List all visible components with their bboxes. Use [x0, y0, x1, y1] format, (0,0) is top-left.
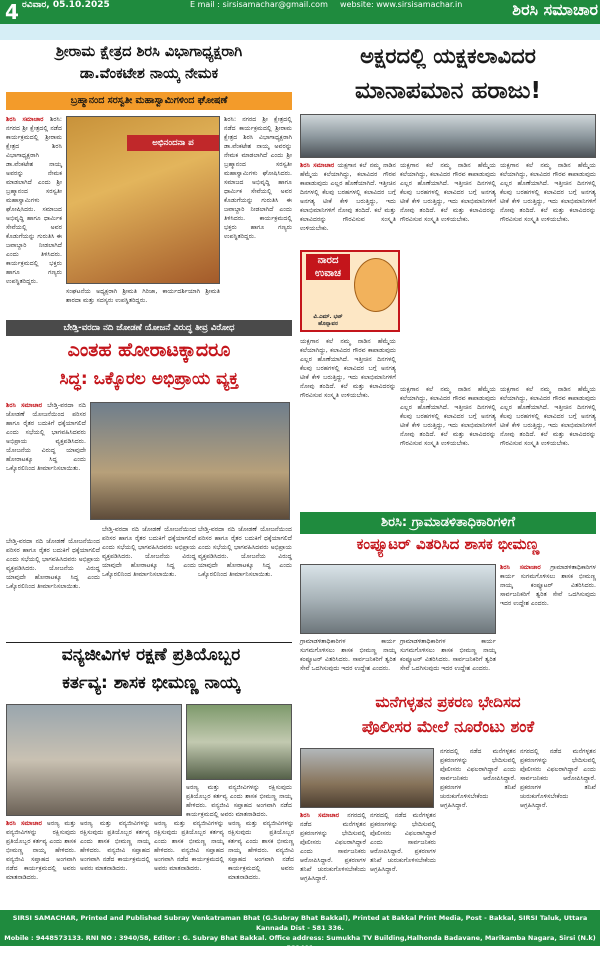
story2-headline-2: ಮಾನಾಪಮಾನ ಹರಾಜು!	[355, 78, 541, 104]
story3-text-col2: ಬೇಡ್ತಿ-ವರದಾ ನದಿ ಜೋಡಣೆ ಯೋಜನೆಯಿಂದ ಪರಿಸರ ಹಾಗೂ ರೈತರ ಬದುಕಿಗೆ ಧಕ್ಕೆಯಾಗಲಿದೆ ಎಂದು ಸಭೆಯಲ್ಲಿ ಭಾಗವಹಿಸಿದವರು ಅಭಿಪ್ರಾಯ ವ್ಯಕ್ತಪಡಿಸಿದರು. ಯೋಜನೆಯ ವಿರುದ್ಧ ಯಾವುದೇ ಹೋರಾಟಕ್ಕೂ ಸಿದ್ಧ ಎಂದು ಒಕ್ಕೊರಲಿನಿಂದ ತೀರ್ಮಾನಿಸಲಾಯಿತು.	[6, 538, 100, 590]
story5-text-col1	[6, 820, 76, 906]
story2-headline-1: ಅಕ್ಷರದಲ್ಲಿ ಯಕ್ಷಕಲಾವಿದರ	[360, 44, 536, 68]
story6-text-col1	[300, 812, 366, 906]
story3-byline: ಶಿರಸಿ ಸಮಾಚಾರ	[6, 402, 43, 409]
story4-headline-2: ಕಂಪ್ಯೂಟರ್ ವಿತರಿಸಿದ ಶಾಸಕ ಭೀಮಣ್ಣ	[356, 535, 540, 553]
story6-headline-2: ಪೊಲೀಸರ ಮೇಲೆ ನೂರೆಂಟು ಶಂಕೆ	[361, 717, 535, 736]
story1-headline-2: ಡಾ.ವೆಂಕಟೇಶ ನಾಯ್ಕ ನೇಮಕ	[79, 66, 219, 82]
story5-caption: ಅರಣ್ಯ ಮತ್ತು ವನ್ಯಜೀವಿಗಳನ್ನು ರಕ್ಷಿಸುವುದು ಪ್ರತಿಯೊಬ್ಬರ ಕರ್ತವ್ಯ ಎಂದು ಶಾಸಕ ಭೀಮಣ್ಣ ನಾಯ್ಕ ಹೇಳಿದರು. ವನ್ಯಜೀವಿ ಸಪ್ತಾಹದ ಅಂಗವಾಗಿ ನಡೆದ ಕಾರ್ಯಕ್ರಮದಲ್ಲಿ ಅವರು ಮಾತನಾಡಿದರು.	[186, 784, 292, 818]
story4-body: ಗ್ರಾಮಾಡಳಿತಾಧಿಕಾರಿಗಳ ಕಾರ್ಯ ಸುಗಮಗೊಳಿಸಲು ಶಾಸಕ ಭೀಮಣ್ಣ ನಾಯ್ಕ ಕಂಪ್ಯೂಟರ್ ವಿತರಿಸಿದರು. ಸಾರ್ವಜನಿಕರಿಗೆ ತ್ವರಿತ ಸೇವೆ ಒದಗಿಸುವುದು ಇದರ ಉದ್ದೇಶ ಎಂದರು.	[500, 564, 596, 607]
story4-text-col3: ಗ್ರಾಮಾಡಳಿತಾಧಿಕಾರಿಗಳ ಕಾರ್ಯ ಸುಗಮಗೊಳಿಸಲು ಶಾಸಕ ಭೀಮಣ್ಣ ನಾಯ್ಕ ಕಂಪ್ಯೂಟರ್ ವಿತರಿಸಿದರು. ಸಾರ್ವಜನಿಕರಿಗೆ ತ್ವರಿತ ಸೇವೆ ಒದಗಿಸುವುದು ಇದರ ಉದ್ದೇಶ ಎಂದರು.	[400, 638, 496, 672]
story2-text-col6: ಯಕ್ಷಗಾನ ಕಲೆ ನಮ್ಮ ನಾಡಿನ ಹೆಮ್ಮೆಯ ಕಲೆಯಾಗಿದ್ದು, ಕಲಾವಿದರ ಗೌರವ ಕಾಪಾಡುವುದು ಎಲ್ಲರ ಹೊಣೆಯಾಗಿದೆ. ಇತ್ತೀಚಿನ ದಿನಗಳಲ್ಲಿ ಕೆಲವು ಬರಹಗಳಲ್ಲಿ ಕಲಾವಿದರ ಬಗ್ಗೆ ಅನಗತ್ಯ ಟೀಕೆ ಕೇಳಿ ಬರುತ್ತಿದ್ದು, ಇದು ಕಲಾಭಿಮಾನಿಗಳಿಗೆ ನೋವು ತಂದಿದೆ. ಕಲೆ ಮತ್ತು ಕಲಾವಿದರನ್ನು ಗೌರವಿಸುವ ಸಂಸ್ಕೃತಿ ಉಳಿಯಬೇಕು.	[500, 386, 596, 447]
story1-headline-1: ಶ್ರೀರಾಮ ಕ್ಷೇತ್ರದ ಶಿರಸಿ ವಿಭಾಗಾಧ್ಯಕ್ಷರಾಗಿ	[55, 44, 243, 60]
story3-photo	[90, 402, 290, 520]
story1-byline: ಶಿರಸಿ ಸಮಾಚಾರ	[6, 116, 44, 123]
story5-body: ಅರಣ್ಯ ಮತ್ತು ವನ್ಯಜೀವಿಗಳನ್ನು ರಕ್ಷಿಸುವುದು ಪ್ರತಿಯೊಬ್ಬರ ಕರ್ತವ್ಯ ಎಂದು ಶಾಸಕ ಭೀಮಣ್ಣ ನಾಯ್ಕ ಹೇಳಿದರು. ವನ್ಯಜೀವಿ ಸಪ್ತಾಹದ ಅಂಗವಾಗಿ ನಡೆದ ಕಾರ್ಯಕ್ರಮದಲ್ಲಿ ಅವರು ಮಾತನಾಡಿದರು.	[6, 820, 76, 881]
story3-headline-1: ಎಂತಹ ಹೋರಾಟಕ್ಕಾದರೂ	[67, 339, 231, 361]
story3-body: ಬೇಡ್ತಿ-ವರದಾ ನದಿ ಜೋಡಣೆ ಯೋಜನೆಯಿಂದ ಪರಿಸರ ಹಾಗೂ ರೈತರ ಬದುಕಿಗೆ ಧಕ್ಕೆಯಾಗಲಿದೆ ಎಂದು ಸಭೆಯಲ್ಲಿ ಭಾಗವಹಿಸಿದವರು ಅಭಿಪ್ರಾಯ ವ್ಯಕ್ತಪಡಿಸಿದರು. ಯೋಜನೆಯ ವಿರುದ್ಧ ಯಾವುದೇ ಹೋರಾಟಕ್ಕೂ ಸಿದ್ಧ ಎಂದು ಒಕ್ಕೊರಲಿನಿಂದ ತೀರ್ಮಾನಿಸಲಾಯಿತು.	[6, 402, 86, 472]
page-header	[0, 0, 600, 40]
story5-photo-1	[6, 704, 182, 816]
column-title-2: ಉವಾಚ	[314, 268, 342, 279]
story4-headline-1: ಶಿರಸಿ: ಗ್ರಾಮಾಡಳಿತಾಧಿಕಾರಿಗಳಿಗೆ	[300, 512, 596, 534]
story2-text-col4: ಯಕ್ಷಗಾನ ಕಲೆ ನಮ್ಮ ನಾಡಿನ ಹೆಮ್ಮೆಯ ಕಲೆಯಾಗಿದ್ದು, ಕಲಾವಿದರ ಗೌರವ ಕಾಪಾಡುವುದು ಎಲ್ಲರ ಹೊಣೆಯಾಗಿದೆ. ಇತ್ತೀಚಿನ ದಿನಗಳಲ್ಲಿ ಕೆಲವು ಬರಹಗಳಲ್ಲಿ ಕಲಾವಿದರ ಬಗ್ಗೆ ಅನಗತ್ಯ ಟೀಕೆ ಕೇಳಿ ಬರುತ್ತಿದ್ದು, ಇದು ಕಲಾಭಿಮಾನಿಗಳಿಗೆ ನೋವು ತಂದಿದೆ. ಕಲೆ ಮತ್ತು ಕಲಾವಿದರನ್ನು ಗೌರವಿಸುವ ಸಂಸ್ಕೃತಿ ಉಳಿಯಬೇಕು.	[300, 338, 396, 399]
story2-text-col3: ಯಕ್ಷಗಾನ ಕಲೆ ನಮ್ಮ ನಾಡಿನ ಹೆಮ್ಮೆಯ ಕಲೆಯಾಗಿದ್ದು, ಕಲಾವಿದರ ಗೌರವ ಕಾಪಾಡುವುದು ಎಲ್ಲರ ಹೊಣೆಯಾಗಿದೆ. ಇತ್ತೀಚಿನ ದಿನಗಳಲ್ಲಿ ಕೆಲವು ಬರಹಗಳಲ್ಲಿ ಕಲಾವಿದರ ಬಗ್ಗೆ ಅನಗತ್ಯ ಟೀಕೆ ಕೇಳಿ ಬರುತ್ತಿದ್ದು, ಇದು ಕಲಾಭಿಮಾನಿಗಳಿಗೆ ನೋವು ತಂದಿದೆ. ಕಲೆ ಮತ್ತು ಕಲಾವಿದರನ್ನು ಗೌರವಿಸುವ ಸಂಸ್ಕೃತಿ ಉಳಿಯಬೇಕು.	[500, 162, 596, 223]
column-title	[306, 254, 350, 280]
issue-date: ರವಿವಾರ, 05.10.2025	[22, 0, 110, 10]
story6-text-col4: ನಗರದಲ್ಲಿ ನಡೆದ ಮನೆಗಳ್ಳತನ ಪ್ರಕರಣಗಳನ್ನು ಭೇದಿಸುವಲ್ಲಿ ಪೊಲೀಸರು ವಿಫಲರಾಗಿದ್ದಾರೆ ಎಂದು ಸಾರ್ವಜನಿಕರು ಆರೋಪಿಸಿದ್ದಾರೆ. ಪ್ರಕರಣಗಳ ತನಿಖೆ ಚುರುಕುಗೊಳಿಸಬೇಕೆಂದು ಆಗ್ರಹಿಸಿದ್ದಾರೆ.	[520, 748, 596, 809]
story6-text-col3: ನಗರದಲ್ಲಿ ನಡೆದ ಮನೆಗಳ್ಳತನ ಪ್ರಕರಣಗಳನ್ನು ಭೇದಿಸುವಲ್ಲಿ ಪೊಲೀಸರು ವಿಫಲರಾಗಿದ್ದಾರೆ ಎಂದು ಸಾರ್ವಜನಿಕರು ಆರೋಪಿಸಿದ್ದಾರೆ. ಪ್ರಕರಣಗಳ ತನಿಖೆ ಚುರುಕುಗೊಳಿಸಬೇಕೆಂದು ಆಗ್ರಹಿಸಿದ್ದಾರೆ.	[440, 748, 516, 809]
story4-byline: ಶಿರಸಿ ಸಮಾಚಾರ	[500, 564, 541, 571]
story4-text-col2: ಗ್ರಾಮಾಡಳಿತಾಧಿಕಾರಿಗಳ ಕಾರ್ಯ ಸುಗಮಗೊಳಿಸಲು ಶಾಸಕ ಭೀಮಣ್ಣ ನಾಯ್ಕ ಕಂಪ್ಯೂಟರ್ ವಿತರಿಸಿದರು. ಸಾರ್ವಜನಿಕರಿಗೆ ತ್ವರಿತ ಸೇವೆ ಒದಗಿಸುವುದು ಇದರ ಉದ್ದೇಶ ಎಂದರು.	[300, 638, 396, 672]
story4-text-col1	[500, 564, 596, 676]
story3-text-col1	[6, 402, 86, 534]
column-box-narada	[300, 250, 400, 332]
email-address: E mail : sirsisamachar@gmail.com	[190, 0, 328, 9]
story1-body-1: ಶಿರಸಿ: ನಗರದ ಶ್ರೀ ಕ್ಷೇತ್ರದಲ್ಲಿ ನಡೆದ ಕಾರ್ಯಕ್ರಮದಲ್ಲಿ ಶ್ರೀರಾಮ ಕ್ಷೇತ್ರದ ಶಿರಸಿ ವಿಭಾಗಾಧ್ಯಕ್ಷರಾಗಿ ಡಾ.ವೆಂಕಟೇಶ ನಾಯ್ಕ ಅವರನ್ನು ನೇಮಕ ಮಾಡಲಾಗಿದೆ ಎಂದು ಶ್ರೀ ಬ್ರಹ್ಮಾನಂದ ಸರಸ್ವತೀ ಮಹಾಸ್ವಾಮಿಗಳು ಘೋಷಿಸಿದರು. ಸಮಾಜದ ಅಭಿವೃದ್ಧಿ ಹಾಗೂ ಧಾರ್ಮಿಕ ಸೇವೆಯಲ್ಲಿ ಅವರ ಕೊಡುಗೆಯನ್ನು ಗುರುತಿಸಿ ಈ ಜವಾಬ್ದಾರಿ ನೀಡಲಾಗಿದೆ ಎಂದು ತಿಳಿಸಿದರು. ಕಾರ್ಯಕ್ರಮದಲ್ಲಿ ಭಕ್ತರು ಹಾಗೂ ಗಣ್ಯರು ಉಪಸ್ಥಿತರಿದ್ದರು.	[6, 116, 62, 285]
story1-photo	[66, 116, 220, 284]
imprint-line-2: Mobile : 9448573133. RNI NO : 3940/58, Editor : G. Subray Bhat Bakkal. Office address: Sumukha TV Building,Halhonda Badavane, Marikamba Nagara, Sirsi (N.k) 581401	[4, 934, 596, 953]
photo-felicitation-banner: ಅಭಿನಂದನಾ ಪ	[127, 135, 219, 151]
story6-body: ನಗರದಲ್ಲಿ ನಡೆದ ಮನೆಗಳ್ಳತನ ಪ್ರಕರಣಗಳನ್ನು ಭೇದಿಸುವಲ್ಲಿ ಪೊಲೀಸರು ವಿಫಲರಾಗಿದ್ದಾರೆ ಎಂದು ಸಾರ್ವಜನಿಕರು ಆರೋಪಿಸಿದ್ದಾರೆ. ಪ್ರಕರಣಗಳ ತನಿಖೆ ಚುರುಕುಗೊಳಿಸಬೇಕೆಂದು ಆಗ್ರಹಿಸಿದ್ದಾರೆ.	[300, 812, 366, 882]
website-address: website: www.sirsisamachar.in	[340, 0, 463, 9]
imprint-line-1: SIRSI SAMACHAR, Printed and Published Subray Venkatraman Bhat (G.Subray Bhat Bakkal), Printed at Bakkal Print Media, Post - Bakkal, SIRSI Taluk, Uttara Kannada Dist - 581 336.	[12, 914, 588, 933]
story6-headline-1: ಮನೆಗಳ್ಳತನ ಪ್ರಕರಣ ಭೇದಿಸದ	[375, 693, 521, 711]
story4-photo	[300, 564, 496, 634]
column-author: ವಿ.ಎಮ್. ಭಟ್ ಹೊನ್ನಾವರ	[313, 314, 343, 327]
column-illustration	[354, 258, 398, 312]
story3-headline-2: ಸಿದ್ಧ: ಒಕ್ಕೊರಲ ಅಭಿಪ್ರಾಯ ವ್ಯಕ್ತ	[59, 369, 239, 389]
imprint-footer	[0, 910, 600, 953]
header-strip	[0, 24, 600, 40]
story3-text-col3: ಬೇಡ್ತಿ-ವರದಾ ನದಿ ಜೋಡಣೆ ಯೋಜನೆಯಿಂದ ಪರಿಸರ ಹಾಗೂ ರೈತರ ಬದುಕಿಗೆ ಧಕ್ಕೆಯಾಗಲಿದೆ ಎಂದು ಸಭೆಯಲ್ಲಿ ಭಾಗವಹಿಸಿದವರು ಅಭಿಪ್ರಾಯ ವ್ಯಕ್ತಪಡಿಸಿದರು. ಯೋಜನೆಯ ವಿರುದ್ಧ ಯಾವುದೇ ಹೋರಾಟಕ್ಕೂ ಸಿದ್ಧ ಎಂದು ಒಕ್ಕೊರಲಿನಿಂದ ತೀರ್ಮಾನಿಸಲಾಯಿತು.	[102, 526, 196, 578]
story2-text-col5: ಯಕ್ಷಗಾನ ಕಲೆ ನಮ್ಮ ನಾಡಿನ ಹೆಮ್ಮೆಯ ಕಲೆಯಾಗಿದ್ದು, ಕಲಾವಿದರ ಗೌರವ ಕಾಪಾಡುವುದು ಎಲ್ಲರ ಹೊಣೆಯಾಗಿದೆ. ಇತ್ತೀಚಿನ ದಿನಗಳಲ್ಲಿ ಕೆಲವು ಬರಹಗಳಲ್ಲಿ ಕಲಾವಿದರ ಬಗ್ಗೆ ಅನಗತ್ಯ ಟೀಕೆ ಕೇಳಿ ಬರುತ್ತಿದ್ದು, ಇದು ಕಲಾಭಿಮಾನಿಗಳಿಗೆ ನೋವು ತಂದಿದೆ. ಕಲೆ ಮತ್ತು ಕಲಾವಿದರನ್ನು ಗೌರವಿಸುವ ಸಂಸ್ಕೃತಿ ಉಳಿಯಬೇಕು.	[400, 386, 496, 447]
story5-headline-2: ಕರ್ತವ್ಯ: ಶಾಸಕ ಭೀಮಣ್ಣ ನಾಯ್ಕ	[62, 673, 240, 693]
story1-text-col1	[6, 116, 62, 314]
divider	[6, 642, 292, 643]
masthead-title: ಶಿರಸಿ ಸಮಾಚಾರ	[512, 0, 598, 19]
story6-text-col2: ನಗರದಲ್ಲಿ ನಡೆದ ಮನೆಗಳ್ಳತನ ಪ್ರಕರಣಗಳನ್ನು ಭೇದಿಸುವಲ್ಲಿ ಪೊಲೀಸರು ವಿಫಲರಾಗಿದ್ದಾರೆ ಎಂದು ಸಾರ್ವಜನಿಕರು ಆರೋಪಿಸಿದ್ದಾರೆ. ಪ್ರಕರಣಗಳ ತನಿಖೆ ಚುರುಕುಗೊಳಿಸಬೇಕೆಂದು ಆಗ್ರಹಿಸಿದ್ದಾರೆ.	[370, 812, 436, 873]
story5-text-col3: ಅರಣ್ಯ ಮತ್ತು ವನ್ಯಜೀವಿಗಳನ್ನು ರಕ್ಷಿಸುವುದು ಪ್ರತಿಯೊಬ್ಬರ ಕರ್ತವ್ಯ ಎಂದು ಶಾಸಕ ಭೀಮಣ್ಣ ನಾಯ್ಕ ಹೇಳಿದರು. ವನ್ಯಜೀವಿ ಸಪ್ತಾಹದ ಅಂಗವಾಗಿ ನಡೆದ ಕಾರ್ಯಕ್ರಮದಲ್ಲಿ ಅವರು ಮಾತನಾಡಿದರು.	[154, 820, 224, 872]
story5-byline: ಶಿರಸಿ ಸಮಾಚಾರ	[6, 820, 43, 827]
story5-photo-2	[186, 704, 292, 780]
page-number: 4	[5, 0, 19, 24]
story2-text-col2: ಯಕ್ಷಗಾನ ಕಲೆ ನಮ್ಮ ನಾಡಿನ ಹೆಮ್ಮೆಯ ಕಲೆಯಾಗಿದ್ದು, ಕಲಾವಿದರ ಗೌರವ ಕಾಪಾಡುವುದು ಎಲ್ಲರ ಹೊಣೆಯಾಗಿದೆ. ಇತ್ತೀಚಿನ ದಿನಗಳಲ್ಲಿ ಕೆಲವು ಬರಹಗಳಲ್ಲಿ ಕಲಾವಿದರ ಬಗ್ಗೆ ಅನಗತ್ಯ ಟೀಕೆ ಕೇಳಿ ಬರುತ್ತಿದ್ದು, ಇದು ಕಲಾಭಿಮಾನಿಗಳಿಗೆ ನೋವು ತಂದಿದೆ. ಕಲೆ ಮತ್ತು ಕಲಾವಿದರನ್ನು ಗೌರವಿಸುವ ಸಂಸ್ಕೃತಿ ಉಳಿಯಬೇಕು.	[400, 162, 496, 223]
story6-photo	[300, 748, 434, 808]
story5-headline-1: ವನ್ಯಜೀವಿಗಳ ರಕ್ಷಣೆ ಪ್ರತಿಯೊಬ್ಬರ	[61, 645, 241, 665]
story1-banner: ಬ್ರಹ್ಮಾನಂದ ಸರಸ್ವತೀ ಮಹಾಸ್ವಾಮಿಗಳಿಂದ ಘೋಷಣೆ	[6, 92, 292, 110]
story3-text-col4: ಬೇಡ್ತಿ-ವರದಾ ನದಿ ಜೋಡಣೆ ಯೋಜನೆಯಿಂದ ಪರಿಸರ ಹಾಗೂ ರೈತರ ಬದುಕಿಗೆ ಧಕ್ಕೆಯಾಗಲಿದೆ ಎಂದು ಸಭೆಯಲ್ಲಿ ಭಾಗವಹಿಸಿದವರು ಅಭಿಪ್ರಾಯ ವ್ಯಕ್ತಪಡಿಸಿದರು. ಯೋಜನೆಯ ವಿರುದ್ಧ ಯಾವುದೇ ಹೋರಾಟಕ್ಕೂ ಸಿದ್ಧ ಎಂದು ಒಕ್ಕೊರಲಿನಿಂದ ತೀರ್ಮಾನಿಸಲಾಯಿತು.	[198, 526, 292, 578]
story5-text-col4: ಅರಣ್ಯ ಮತ್ತು ವನ್ಯಜೀವಿಗಳನ್ನು ರಕ್ಷಿಸುವುದು ಪ್ರತಿಯೊಬ್ಬರ ಕರ್ತವ್ಯ ಎಂದು ಶಾಸಕ ಭೀಮಣ್ಣ ನಾಯ್ಕ ಹೇಳಿದರು. ವನ್ಯಜೀವಿ ಸಪ್ತಾಹದ ಅಂಗವಾಗಿ ನಡೆದ ಕಾರ್ಯಕ್ರಮದಲ್ಲಿ ಅವರು ಮಾತನಾಡಿದರು.	[228, 820, 294, 881]
column-title-1: ನಾರದ	[317, 255, 339, 266]
story2-byline: ಶಿರಸಿ ಸಮಾಚಾರ	[300, 162, 335, 169]
story6-byline: ಶಿರಸಿ ಸಮಾಚಾರ	[300, 812, 340, 819]
story1-photo-caption: ಸಂಘಟನೆಯ ಅಧ್ಯಕ್ಷರಾಗಿ ಶ್ರೀಮತಿ ಗಿರಿಜಾ, ಕಾರ್ಯದರ್ಶಿಯಾಗಿ ಶ್ರೀಮತಿ ಶಾರದಾ ಮತ್ತು ಸದಸ್ಯರು ಉಪಸ್ಥಿತರಿದ್ದರು.	[66, 288, 220, 304]
story2-photo	[300, 114, 596, 158]
story1-text-col2: ಶಿರಸಿ: ನಗರದ ಶ್ರೀ ಕ್ಷೇತ್ರದಲ್ಲಿ ನಡೆದ ಕಾರ್ಯಕ್ರಮದಲ್ಲಿ ಶ್ರೀರಾಮ ಕ್ಷೇತ್ರದ ಶಿರಸಿ ವಿಭಾಗಾಧ್ಯಕ್ಷರಾಗಿ ಡಾ.ವೆಂಕಟೇಶ ನಾಯ್ಕ ಅವರನ್ನು ನೇಮಕ ಮಾಡಲಾಗಿದೆ ಎಂದು ಶ್ರೀ ಬ್ರಹ್ಮಾನಂದ ಸರಸ್ವತೀ ಮಹಾಸ್ವಾಮಿಗಳು ಘೋಷಿಸಿದರು. ಸಮಾಜದ ಅಭಿವೃದ್ಧಿ ಹಾಗೂ ಧಾರ್ಮಿಕ ಸೇವೆಯಲ್ಲಿ ಅವರ ಕೊಡುಗೆಯನ್ನು ಗುರುತಿಸಿ ಈ ಜವಾಬ್ದಾರಿ ನೀಡಲಾಗಿದೆ ಎಂದು ತಿಳಿಸಿದರು. ಕಾರ್ಯಕ್ರಮದಲ್ಲಿ ಭಕ್ತರು ಹಾಗೂ ಗಣ್ಯರು ಉಪಸ್ಥಿತರಿದ್ದರು.	[224, 116, 292, 240]
story5-text-col2: ಅರಣ್ಯ ಮತ್ತು ವನ್ಯಜೀವಿಗಳನ್ನು ರಕ್ಷಿಸುವುದು ಪ್ರತಿಯೊಬ್ಬರ ಕರ್ತವ್ಯ ಎಂದು ಶಾಸಕ ಭೀಮಣ್ಣ ನಾಯ್ಕ ಹೇಳಿದರು. ವನ್ಯಜೀವಿ ಸಪ್ತಾಹದ ಅಂಗವಾಗಿ ನಡೆದ ಕಾರ್ಯಕ್ರಮದಲ್ಲಿ ಅವರು ಮಾತನಾಡಿದರು.	[80, 820, 150, 872]
story2-body: ಯಕ್ಷಗಾನ ಕಲೆ ನಮ್ಮ ನಾಡಿನ ಹೆಮ್ಮೆಯ ಕಲೆಯಾಗಿದ್ದು, ಕಲಾವಿದರ ಗೌರವ ಕಾಪಾಡುವುದು ಎಲ್ಲರ ಹೊಣೆಯಾಗಿದೆ. ಇತ್ತೀಚಿನ ದಿನಗಳಲ್ಲಿ ಕೆಲವು ಬರಹಗಳಲ್ಲಿ ಕಲಾವಿದರ ಬಗ್ಗೆ ಅನಗತ್ಯ ಟೀಕೆ ಕೇಳಿ ಬರುತ್ತಿದ್ದು, ಇದು ಕಲಾಭಿಮಾನಿಗಳಿಗೆ ನೋವು ತಂದಿದೆ. ಕಲೆ ಮತ್ತು ಕಲಾವಿದರನ್ನು ಗೌರವಿಸುವ ಸಂಸ್ಕೃತಿ ಉಳಿಯಬೇಕು.	[300, 162, 396, 232]
story3-banner: ಬೇಡ್ತಿ-ವರದಾ ನದಿ ಜೋಡಣೆ ಯೋಜನೆ ವಿರುದ್ಧ ತೀವ್ರ ವಿರೋಧ	[6, 320, 292, 336]
